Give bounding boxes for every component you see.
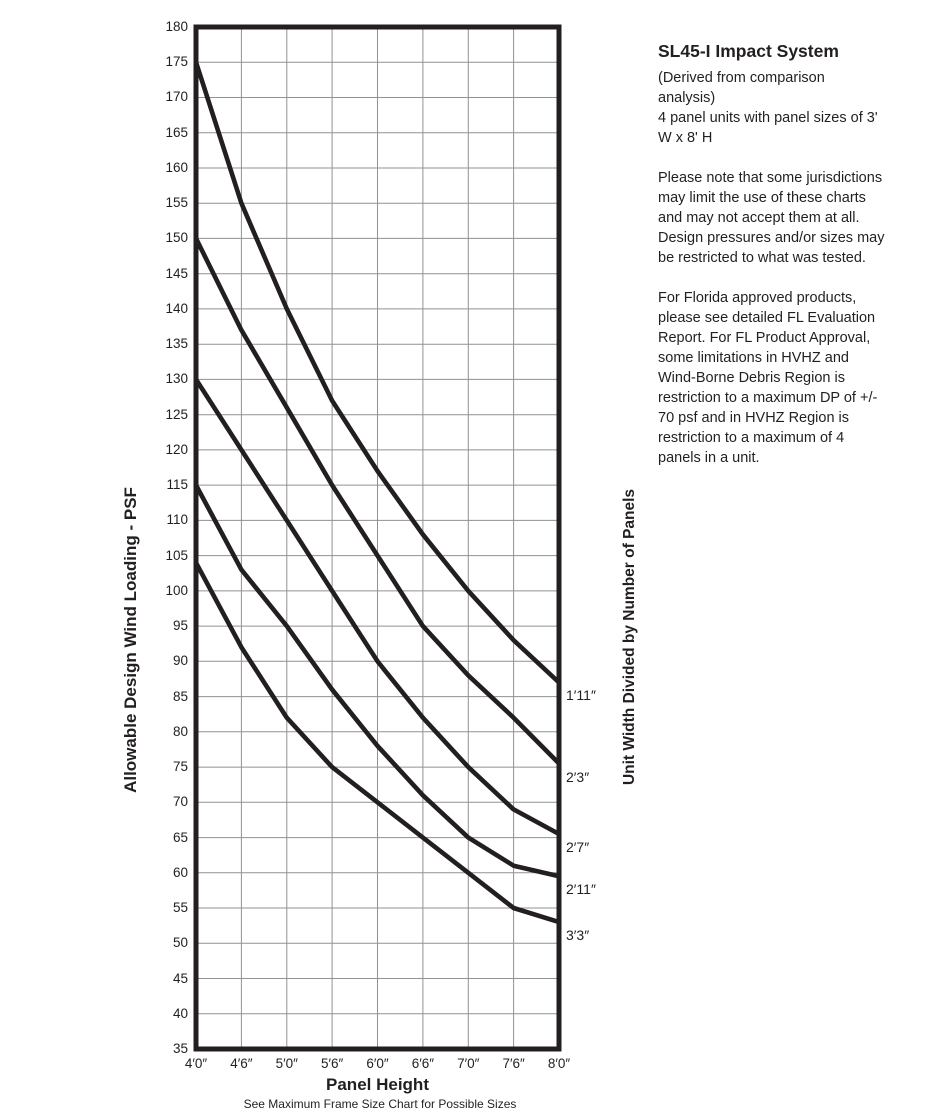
info-derived-line: (Derived from comparison analysis) xyxy=(658,70,825,106)
info-panel-size-line: 4 panel units with panel sizes of 3' W x 8' H xyxy=(658,110,878,146)
y-tick-label: 40 xyxy=(172,1005,188,1021)
wind-load-chart xyxy=(196,27,559,1049)
y-tick-label: 75 xyxy=(172,759,188,775)
y-tick-label: 140 xyxy=(165,300,188,316)
y-tick-label: 175 xyxy=(165,54,188,70)
y-tick-label: 125 xyxy=(165,406,188,422)
x-axis-title: Panel Height xyxy=(326,1075,429,1094)
y-tick-label: 160 xyxy=(165,159,188,175)
y-tick-label: 135 xyxy=(165,336,188,352)
series-end-label: 2′7″ xyxy=(566,839,590,856)
x-tick-label: 7′6″ xyxy=(502,1056,525,1071)
y-tick-label: 95 xyxy=(172,618,188,634)
y-tick-label: 50 xyxy=(172,935,188,951)
right-axis-title: Unit Width Divided by Number of Panels xyxy=(621,488,638,786)
x-tick-label: 8′0″ xyxy=(547,1056,571,1071)
x-tick-label: 5′6″ xyxy=(320,1056,344,1071)
y-axis-title: Allowable Design Wind Loading - PSF xyxy=(121,487,140,793)
y-tick-label: 85 xyxy=(172,688,188,704)
series-end-label: 1′11″ xyxy=(566,687,596,704)
x-tick-label: 6′0″ xyxy=(366,1056,389,1071)
y-tick-label: 65 xyxy=(172,829,188,845)
y-tick-label: 110 xyxy=(166,512,188,528)
info-panel xyxy=(658,41,886,468)
y-tick-label: 115 xyxy=(166,477,188,493)
y-tick-label: 70 xyxy=(172,794,188,810)
x-tick-label: 5′0″ xyxy=(275,1056,298,1071)
series-end-label: 2′11″ xyxy=(566,881,596,898)
y-tick-label: 45 xyxy=(172,970,188,986)
y-tick-label: 170 xyxy=(165,89,188,105)
x-tick-label: 6′6″ xyxy=(411,1056,435,1071)
x-axis-note: See Maximum Frame Size Chart for Possible Sizes xyxy=(243,1097,517,1111)
y-tick-label: 165 xyxy=(165,124,188,140)
series-end-label: 3′3″ xyxy=(566,927,590,944)
info-title: SL45-I Impact System xyxy=(658,41,839,61)
info-jurisdiction-paragraph: Please note that some jurisdictions may limit the use of these charts and may not accept them at all. Design pressures and/or sizes may be restricted to what was tested. xyxy=(658,170,885,266)
y-tick-label: 105 xyxy=(165,547,188,563)
y-tick-label: 100 xyxy=(165,582,188,598)
y-tick-label: 130 xyxy=(165,371,188,387)
x-tick-label: 7′0″ xyxy=(457,1056,480,1071)
y-tick-label: 35 xyxy=(172,1041,188,1056)
info-florida-paragraph: For Florida approved products, please see detailed FL Evaluation Report. For FL Product Approval, some limitations in HVHZ and Wind-Borne Debris Region is restriction to a maximum DP of +/- 70 psf and in HVHZ Region is restriction to a maximum of 4 panels in a unit. xyxy=(658,290,878,466)
series-end-label: 2′3″ xyxy=(566,768,590,785)
y-tick-label: 155 xyxy=(165,195,188,211)
y-tick-label: 55 xyxy=(172,900,188,916)
y-tick-label: 150 xyxy=(165,230,188,246)
y-tick-label: 60 xyxy=(172,864,188,880)
y-tick-label: 120 xyxy=(165,441,188,457)
x-tick-label: 4′0″ xyxy=(184,1056,208,1071)
y-tick-label: 80 xyxy=(172,723,188,739)
y-tick-label: 180 xyxy=(165,19,188,34)
y-tick-label: 145 xyxy=(165,265,188,281)
x-tick-label: 4′6″ xyxy=(230,1056,253,1071)
y-tick-label: 90 xyxy=(172,653,188,669)
